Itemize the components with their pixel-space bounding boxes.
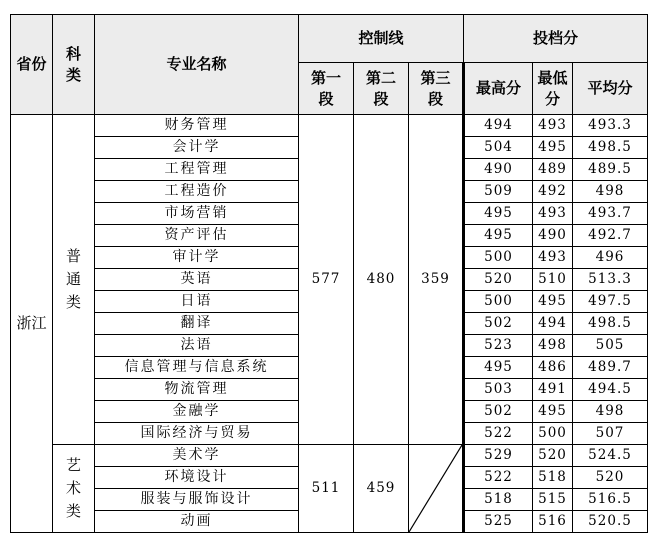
table-body xyxy=(11,115,648,533)
max-score: 502 xyxy=(464,313,533,335)
min-score: 520 xyxy=(533,445,573,467)
major-name: 法语 xyxy=(95,335,299,357)
avg-score: 498 xyxy=(573,401,648,423)
header-control-line: 控制线 xyxy=(299,15,464,63)
major-name: 资产评估 xyxy=(95,225,299,247)
min-score: 493 xyxy=(533,115,573,137)
max-score: 525 xyxy=(464,511,533,533)
category-cell xyxy=(53,115,95,445)
min-score: 495 xyxy=(533,137,573,159)
major-name: 服装与服饰设计 xyxy=(95,489,299,511)
avg-score: 497.5 xyxy=(573,291,648,313)
admission-score-table-container xyxy=(10,14,648,533)
avg-score: 516.5 xyxy=(573,489,648,511)
control-line-second: 480 xyxy=(354,115,409,445)
control-line-first: 511 xyxy=(299,445,354,533)
avg-score: 498.5 xyxy=(573,137,648,159)
province-cell: 浙江 xyxy=(11,115,53,533)
max-score: 495 xyxy=(464,203,533,225)
control-line-third-empty xyxy=(409,445,464,533)
avg-score: 493.7 xyxy=(573,203,648,225)
min-score: 489 xyxy=(533,159,573,181)
major-name: 日语 xyxy=(95,291,299,313)
avg-score: 489.7 xyxy=(573,357,648,379)
avg-score: 498 xyxy=(573,181,648,203)
major-name: 环境设计 xyxy=(95,467,299,489)
header-avg-score: 平均分 xyxy=(573,63,648,115)
max-score: 522 xyxy=(464,467,533,489)
header-major: 专业名称 xyxy=(95,15,299,115)
major-name: 美术学 xyxy=(95,445,299,467)
major-name: 英语 xyxy=(95,269,299,291)
header-second-segment xyxy=(354,63,409,115)
control-line-third: 359 xyxy=(409,115,464,445)
category-text: 普通类 xyxy=(65,246,81,312)
max-score: 520 xyxy=(464,269,533,291)
min-score: 490 xyxy=(533,225,573,247)
max-score: 495 xyxy=(464,357,533,379)
max-score: 518 xyxy=(464,489,533,511)
header-min-score-text: 最低分 xyxy=(537,68,568,108)
avg-score: 520.5 xyxy=(573,511,648,533)
avg-score: 489.5 xyxy=(573,159,648,181)
min-score: 495 xyxy=(533,291,573,313)
header-second-segment-text: 第二段 xyxy=(365,68,396,108)
header-province: 省份 xyxy=(11,15,53,115)
table-row xyxy=(11,115,648,137)
max-score: 495 xyxy=(464,225,533,247)
admission-score-table xyxy=(10,14,648,533)
max-score: 523 xyxy=(464,335,533,357)
max-score: 500 xyxy=(464,247,533,269)
major-name: 会计学 xyxy=(95,137,299,159)
max-score: 509 xyxy=(464,181,533,203)
avg-score: 505 xyxy=(573,335,648,357)
category-cell xyxy=(53,445,95,533)
control-line-first: 577 xyxy=(299,115,354,445)
max-score: 529 xyxy=(464,445,533,467)
avg-score: 520 xyxy=(573,467,648,489)
major-name: 金融学 xyxy=(95,401,299,423)
max-score: 494 xyxy=(464,115,533,137)
avg-score: 513.3 xyxy=(573,269,648,291)
max-score: 503 xyxy=(464,379,533,401)
min-score: 495 xyxy=(533,401,573,423)
min-score: 510 xyxy=(533,269,573,291)
min-score: 518 xyxy=(533,467,573,489)
major-name: 国际经济与贸易 xyxy=(95,423,299,445)
max-score: 500 xyxy=(464,291,533,313)
major-name: 工程造价 xyxy=(95,181,299,203)
avg-score: 492.7 xyxy=(573,225,648,247)
major-name: 市场营销 xyxy=(95,203,299,225)
avg-score: 524.5 xyxy=(573,445,648,467)
major-name: 工程管理 xyxy=(95,159,299,181)
min-score: 493 xyxy=(533,247,573,269)
max-score: 502 xyxy=(464,401,533,423)
major-name: 翻译 xyxy=(95,313,299,335)
header-max-score: 最高分 xyxy=(464,63,533,115)
major-name: 财务管理 xyxy=(95,115,299,137)
min-score: 516 xyxy=(533,511,573,533)
major-name: 物流管理 xyxy=(95,379,299,401)
avg-score: 498.5 xyxy=(573,313,648,335)
major-name: 动画 xyxy=(95,511,299,533)
category-text: 艺术类 xyxy=(65,455,81,521)
min-score: 486 xyxy=(533,357,573,379)
min-score: 492 xyxy=(533,181,573,203)
table-row xyxy=(11,445,648,467)
avg-score: 493.3 xyxy=(573,115,648,137)
major-name: 信息管理与信息系统 xyxy=(95,357,299,379)
header-third-segment-text: 第三段 xyxy=(420,68,451,108)
avg-score: 507 xyxy=(573,423,648,445)
header-third-segment xyxy=(409,63,464,115)
min-score: 493 xyxy=(533,203,573,225)
max-score: 504 xyxy=(464,137,533,159)
header-category xyxy=(53,15,95,115)
min-score: 500 xyxy=(533,423,573,445)
header-category-text: 科类 xyxy=(65,44,81,84)
header-first-segment xyxy=(299,63,354,115)
header-admission-score: 投档分 xyxy=(464,15,648,63)
major-name: 审计学 xyxy=(95,247,299,269)
avg-score: 496 xyxy=(573,247,648,269)
diagonal-slash xyxy=(409,445,462,532)
max-score: 490 xyxy=(464,159,533,181)
min-score: 491 xyxy=(533,379,573,401)
avg-score: 494.5 xyxy=(573,379,648,401)
header-min-score xyxy=(533,63,573,115)
min-score: 494 xyxy=(533,313,573,335)
header-first-segment-text: 第一段 xyxy=(310,68,341,108)
min-score: 498 xyxy=(533,335,573,357)
min-score: 515 xyxy=(533,489,573,511)
max-score: 522 xyxy=(464,423,533,445)
control-line-second: 459 xyxy=(354,445,409,533)
